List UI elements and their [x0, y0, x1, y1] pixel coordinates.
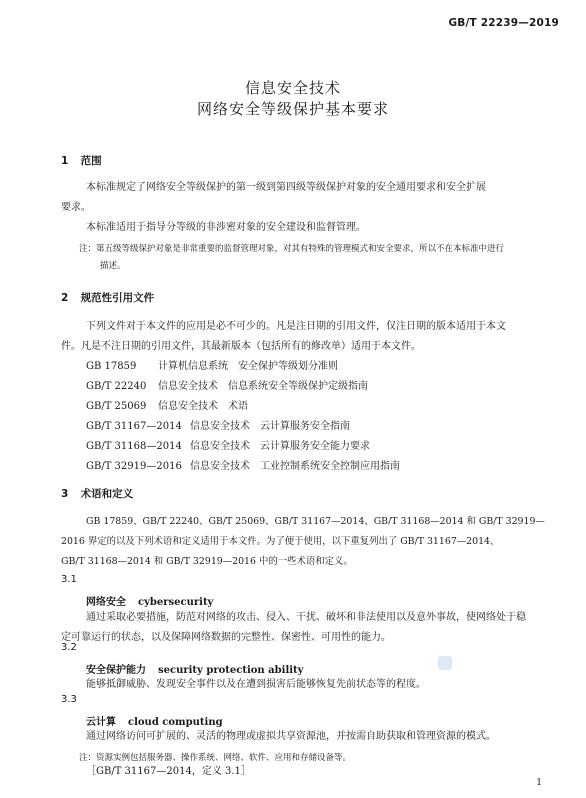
reference-title: 信息安全技术 工业控制系统安全控制应用指南 — [190, 461, 400, 472]
term-number: 3.2 — [61, 642, 77, 653]
section-number: 1 — [61, 155, 69, 167]
section-heading-terms-definitions — [61, 486, 133, 501]
term-number: 3.3 — [61, 694, 77, 705]
reference-code: GB/T 31168—2014 — [86, 441, 182, 452]
reference-item — [86, 357, 338, 377]
reference-title: 信息安全技术 云计算服务安全指南 — [190, 421, 350, 432]
reference-title: 信息安全技术 信息系统安全等级保护定级指南 — [158, 381, 368, 392]
section-title: 范围 — [80, 155, 102, 167]
reference-item — [86, 377, 368, 397]
reference-code: GB/T 32919—2016 — [86, 461, 182, 472]
document-title-line2: 网络安全等级保护基本要求 — [196, 100, 389, 118]
reference-code: GB/T 31167—2014 — [86, 421, 182, 432]
section-number: 2 — [61, 292, 69, 304]
paragraph: 本标准规定了网络安全等级保护的第一级到第四级等级保护对象的安全通用要求和安全扩展 — [86, 182, 486, 193]
paragraph: 本标准适用于指导分等级的非涉密对象的安全建设和监督管理。 — [86, 222, 366, 233]
standard-code: GB/T 22239—2019 — [448, 17, 559, 29]
section-heading-normative-references — [61, 290, 154, 305]
section-heading-scope — [61, 153, 102, 168]
term-en: security protection ability — [158, 665, 304, 676]
reference-title: 信息安全技术 云计算服务安全能力要求 — [190, 441, 370, 452]
page-number: 1 — [536, 778, 542, 788]
term-zh: 网络安全 — [86, 597, 126, 608]
term-zh: 云计算 — [86, 717, 116, 728]
watermark-icon — [438, 656, 452, 670]
term-entry — [86, 593, 213, 608]
term-en: cybersecurity — [138, 597, 214, 608]
reference-item — [86, 437, 370, 457]
paragraph: GB 17859、GB/T 22240、GB/T 25069、GB/T 31167—2014、GB/T 31168—2014 和 GB/T 32919— — [86, 516, 545, 527]
reference-title: 计算机信息系统 安全保护等级划分准则 — [158, 361, 338, 372]
term-number: 3.1 — [61, 574, 77, 585]
reference-code: GB/T 25069 — [86, 401, 147, 412]
term-zh: 安全保护能力 — [86, 665, 146, 676]
term-definition: 定可靠运行的状态，以及保障网络数据的完整性、保密性、可用性的能力。 — [61, 632, 391, 643]
reference-item — [86, 417, 350, 437]
note: 注：第五级等级保护对象是非常重要的监督管理对象，对其有特殊的管理模式和安全要求，所以不在本标准中进行 — [79, 244, 505, 254]
paragraph: GB/T 31168—2014 和 GB/T 32919—2016 中的一些术语和定义。 — [61, 556, 353, 567]
term-source: ［GB/T 31167—2014，定义 3.1］ — [86, 766, 251, 777]
reference-code: GB 17859 — [86, 361, 137, 372]
section-number: 3 — [61, 488, 69, 500]
term-entry — [86, 661, 303, 676]
reference-title: 信息安全技术 术语 — [158, 401, 248, 412]
note: 描述。 — [100, 261, 126, 271]
section-title: 术语和定义 — [80, 488, 134, 500]
term-definition: 通过网络访问可扩展的、灵活的物理或虚拟共享资源池，并按需自助获取和管理资源的模式。 — [86, 731, 496, 742]
reference-item — [86, 457, 400, 477]
reference-item — [86, 397, 248, 417]
note: 注：资源实例包括服务器、操作系统、网络、软件、应用和存储设备等。 — [79, 753, 352, 763]
term-entry — [86, 713, 223, 728]
paragraph: 件。凡是不注日期的引用文件，其最新版本（包括所有的修改单）适用于本文件。 — [61, 341, 421, 352]
reference-code: GB/T 22240 — [86, 381, 147, 392]
document-title-line1: 信息安全技术 — [244, 79, 341, 97]
term-definition: 能够抵御威胁、发现安全事件以及在遭到损害后能够恢复先前状态等的程度。 — [86, 679, 426, 690]
term-definition: 通过采取必要措施，防范对网络的攻击、侵入、干扰、破坏和非法使用以及意外事故，使网络处于稳 — [86, 612, 526, 623]
paragraph: 下列文件对于本文件的应用是必不可少的。凡是注日期的引用文件，仅注日期的版本适用于本文 — [86, 321, 506, 332]
paragraph: 2016 界定的以及下列术语和定义适用于本文件。为了便于使用，以下重复列出了 GB/T 31167—2014、 — [61, 536, 500, 547]
paragraph: 要求。 — [61, 202, 91, 213]
section-title: 规范性引用文件 — [80, 292, 155, 304]
term-en: cloud computing — [128, 717, 223, 728]
